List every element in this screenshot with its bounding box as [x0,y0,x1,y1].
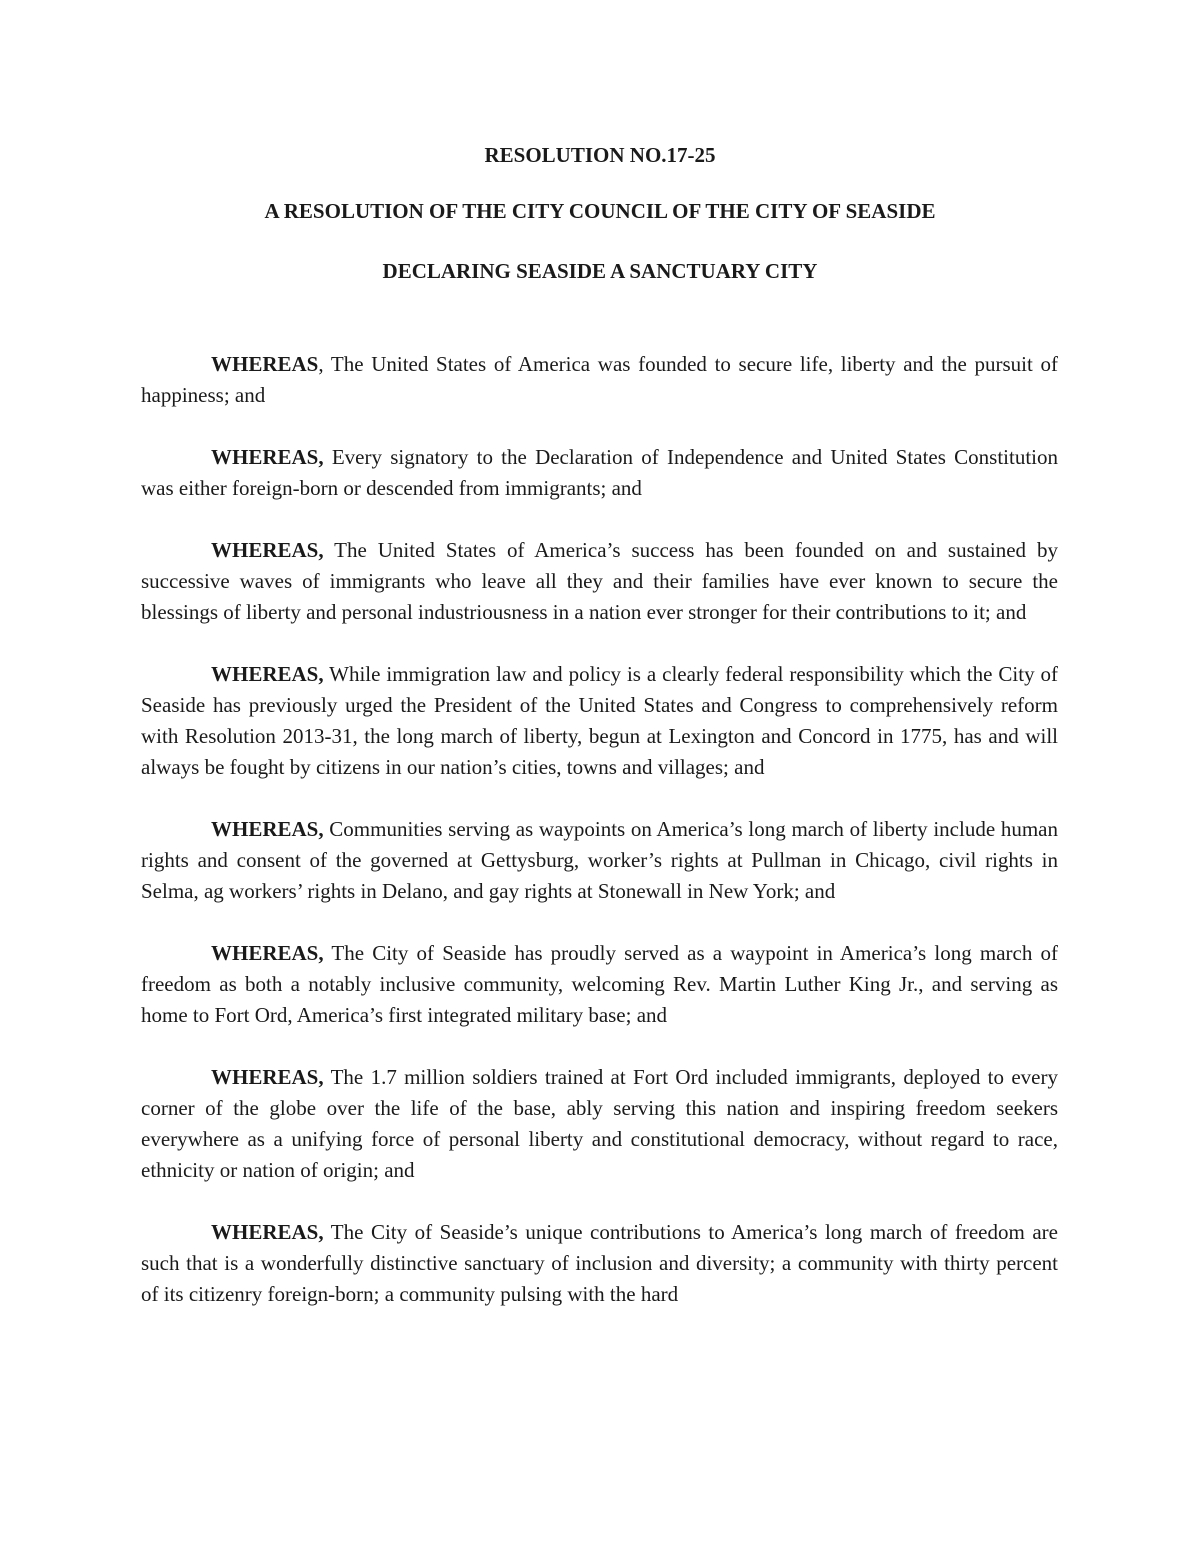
resolution-number: RESOLUTION NO.17-25 [484,143,716,167]
whereas-text: While immigration law and policy is a clearly federal responsibility which the City of Seaside has previously urged the President of the United States and Congress to comprehensively reform with Resolution 2013-31, the long march of liberty, begun at Lexington and Concord in 1775, has and will always be fought by citizens in our nation’s cities, towns and villages; and [141,662,1058,779]
whereas-lead: WHEREAS, [211,1065,324,1089]
whereas-text: , The United States of America was founded to secure life, liberty and the pursuit of happiness; and [141,352,1058,407]
resolution-title-line-1: A RESOLUTION OF THE CITY COUNCIL OF THE CITY OF SEASIDE [264,199,936,223]
whereas-text: The City of Seaside’s unique contributions to America’s long march of freedom are such that is a wonderfully distinctive sanctuary of inclusion and diversity; a community with thirty percent of its citizenry foreign-born; a community pulsing with the hard [141,1220,1058,1306]
whereas-text: Communities serving as waypoints on America’s long march of liberty include human rights and consent of the governed at Gettysburg, worker’s rights at Pullman in Chicago, civil rights in Selma, ag workers’ rights in Delano, and gay rights at Stonewall in New York; and [141,817,1058,903]
whereas-text: Every signatory to the Declaration of Independence and United States Constitution was either foreign-born or descended from immigrants; and [141,445,1058,500]
whereas-paragraph-4 [141,659,1058,783]
whereas-paragraph-6 [141,938,1058,1031]
resolution-title-line-2: DECLARING SEASIDE A SANCTUARY CITY [382,259,818,283]
whereas-paragraph-2 [141,442,1058,504]
resolution-body [141,349,1058,1341]
whereas-text: The United States of America’s success has been founded on and sustained by successive waves of immigrants who leave all they and their families have ever known to secure the blessings of liberty and personal industriousness in a nation ever stronger for their contributions to it; and [141,538,1058,624]
whereas-lead: WHEREAS, [211,538,324,562]
whereas-lead: WHEREAS, [211,1220,324,1244]
whereas-paragraph-3 [141,535,1058,628]
whereas-lead: WHEREAS, [211,941,324,965]
whereas-paragraph-5 [141,814,1058,907]
whereas-lead: WHEREAS, [211,445,324,469]
whereas-text: The 1.7 million soldiers trained at Fort Ord included immigrants, deployed to every corner of the globe over the life of the base, ably serving this nation and inspiring freedom seekers everywhere as a unifying force of personal liberty and constitutional democracy, without regard to race, ethnicity or nation of origin; and [141,1065,1058,1182]
whereas-paragraph-1 [141,349,1058,411]
whereas-text: The City of Seaside has proudly served as a waypoint in America’s long march of freedom as both a notably inclusive community, welcoming Rev. Martin Luther King Jr., and serving as home to Fort Ord, America’s first integrated military base; and [141,941,1058,1027]
whereas-lead: WHEREAS, [211,662,324,686]
whereas-lead: WHEREAS, [211,817,324,841]
whereas-paragraph-7 [141,1062,1058,1186]
whereas-paragraph-8 [141,1217,1058,1310]
whereas-lead: WHEREAS [211,352,319,376]
